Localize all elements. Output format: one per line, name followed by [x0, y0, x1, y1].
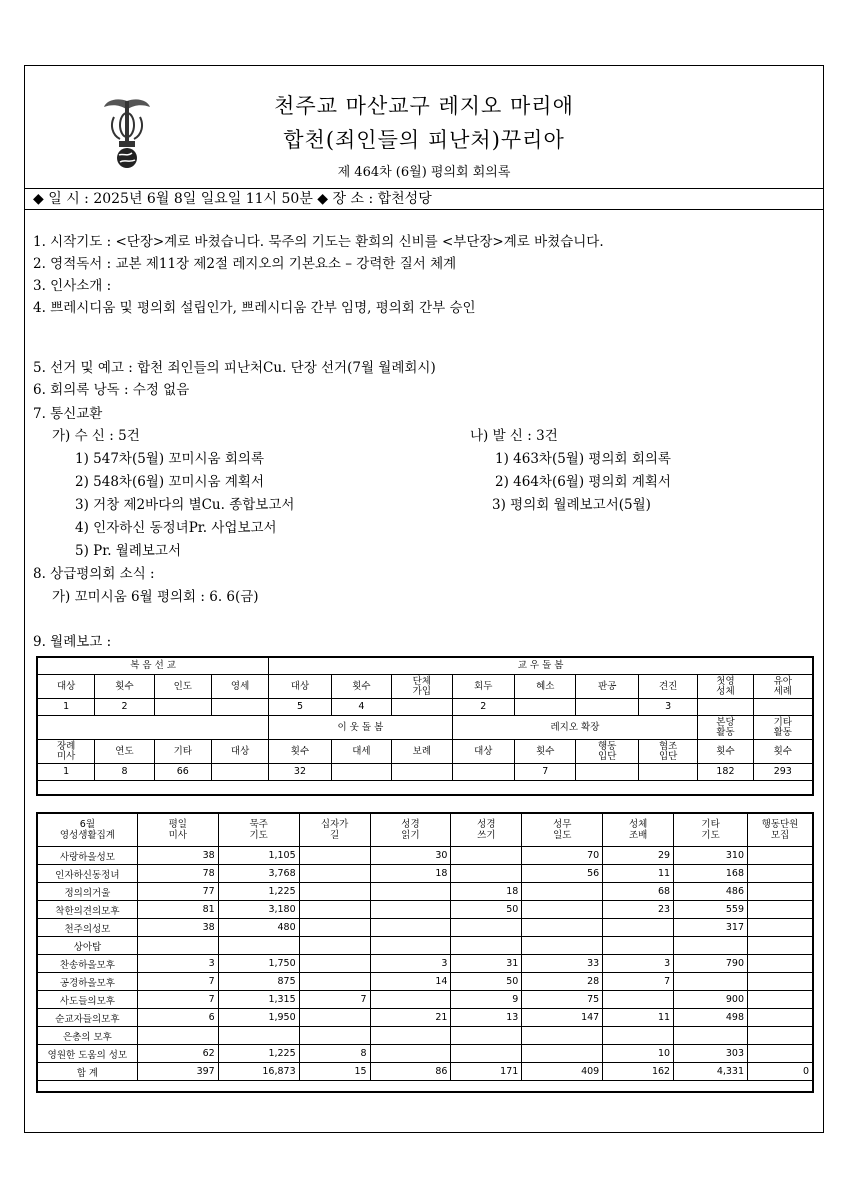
spiritual-value-cell	[299, 865, 370, 883]
monthly-value-cell	[211, 699, 268, 716]
praesidium-name: 인자하신동정녀	[38, 865, 138, 883]
monthly-header-cell: 장례 미사	[38, 740, 95, 764]
table-row	[38, 1045, 813, 1063]
spiritual-value-cell: 171	[451, 1063, 522, 1081]
spiritual-value-cell	[748, 865, 813, 883]
spiritual-header-cell: 6월 영성생활집계	[38, 814, 138, 847]
monthly-value-cell: 182	[698, 764, 753, 781]
spiritual-value-cell	[451, 937, 522, 955]
spiritual-header-cell: 성경 쓰기	[451, 814, 522, 847]
spiritual-value-cell: 559	[674, 901, 748, 919]
spiritual-value-cell	[137, 937, 218, 955]
spiritual-value-cell: 3	[603, 955, 674, 973]
spiritual-value-cell	[218, 937, 299, 955]
sent-item: 1) 463차(5월) 평의회 회의록	[495, 451, 671, 467]
spiritual-value-cell: 900	[674, 991, 748, 1009]
item-approval: 4. 쁘레시디움 및 평의회 설립인가, 쁘레시디움 간부 임명, 평의회 간부 승인	[33, 300, 476, 316]
spiritual-value-cell: 480	[218, 919, 299, 937]
spiritual-value-cell: 303	[674, 1045, 748, 1063]
spiritual-value-cell: 78	[137, 865, 218, 883]
praesidium-name: 찬송하올모후	[38, 955, 138, 973]
received-item: 4) 인자하신 동정녀Pr. 사업보고서	[75, 520, 277, 536]
monthly-value-row-1	[38, 699, 813, 716]
spiritual-value-cell	[451, 919, 522, 937]
received-title: 가) 수 신 : 5건	[52, 428, 140, 444]
spiritual-value-cell: 21	[370, 1009, 451, 1027]
spiritual-value-cell	[299, 955, 370, 973]
spiritual-value-cell	[674, 937, 748, 955]
spiritual-value-cell: 486	[674, 883, 748, 901]
monthly-header-cell: 대상	[38, 675, 95, 699]
monthly-header-row-1	[38, 675, 813, 699]
spiritual-value-cell: 1,750	[218, 955, 299, 973]
spiritual-value-cell: 23	[603, 901, 674, 919]
spiritual-value-cell	[603, 937, 674, 955]
sent-item: 3) 평의회 월례보고서(5월)	[492, 497, 651, 513]
praesidium-name: 천주의성모	[38, 919, 138, 937]
monthly-header-cell: 인도	[154, 675, 211, 699]
monthly-report-table	[37, 657, 813, 781]
monthly-value-cell	[154, 699, 211, 716]
spiritual-value-cell	[748, 973, 813, 991]
monthly-header-cell: 대상	[211, 740, 268, 764]
spiritual-value-cell	[522, 1027, 603, 1045]
spiritual-value-cell	[299, 1009, 370, 1027]
spiritual-value-cell: 875	[218, 973, 299, 991]
monthly-value-cell: 3	[638, 699, 697, 716]
spiritual-value-cell: 70	[522, 847, 603, 865]
monthly-header-cell: 횟수	[515, 740, 576, 764]
group-evangelization: 복 음 선 교	[38, 658, 269, 675]
praesidium-name: 은총의 모후	[38, 1027, 138, 1045]
monthly-header-cell: 횟수	[753, 740, 812, 764]
spiritual-value-cell	[748, 991, 813, 1009]
spiritual-value-cell: 28	[522, 973, 603, 991]
monthly-value-cell	[452, 764, 515, 781]
spiritual-value-cell: 11	[603, 865, 674, 883]
spiritual-header-row	[38, 814, 813, 847]
table-row	[38, 883, 813, 901]
monthly-header-row-2	[38, 740, 813, 764]
monthly-value-cell: 7	[515, 764, 576, 781]
spiritual-value-cell: 1,950	[218, 1009, 299, 1027]
monthly-value-cell	[392, 699, 452, 716]
spiritual-value-cell: 7	[137, 973, 218, 991]
spiritual-value-cell	[748, 937, 813, 955]
monthly-header-cell: 견진	[638, 675, 697, 699]
spiritual-value-cell	[748, 1027, 813, 1045]
spiritual-value-cell: 10	[603, 1045, 674, 1063]
monthly-value-cell	[211, 764, 268, 781]
item-communication: 7. 통신교환	[33, 406, 103, 422]
title-meeting: 제 464차 (6월) 평의회 회의록	[337, 165, 511, 180]
monthly-header-cell: 횟수	[269, 740, 332, 764]
spiritual-header-cell: 십자가 길	[299, 814, 370, 847]
received-item: 5) Pr. 월례보고서	[75, 543, 181, 559]
spiritual-value-cell: 50	[451, 973, 522, 991]
spiritual-value-cell: 9	[451, 991, 522, 1009]
monthly-value-cell: 66	[154, 764, 211, 781]
spiritual-value-cell: 38	[137, 919, 218, 937]
spiritual-value-cell	[370, 1027, 451, 1045]
title-curia: 합천(죄인들의 피난처)꾸리아	[283, 128, 565, 152]
spiritual-value-cell	[748, 955, 813, 973]
monthly-value-cell: 4	[331, 699, 391, 716]
spiritual-value-cell	[522, 937, 603, 955]
monthly-value-cell: 293	[753, 764, 812, 781]
monthly-header-cell: 기타	[154, 740, 211, 764]
monthly-header-cell: 대세	[331, 740, 391, 764]
spiritual-value-cell	[299, 901, 370, 919]
spiritual-value-cell: 310	[674, 847, 748, 865]
item-higher-council: 8. 상급평의회 소식 :	[33, 566, 155, 582]
spiritual-value-cell: 33	[522, 955, 603, 973]
monthly-value-cell: 32	[269, 764, 332, 781]
group-blank	[38, 716, 269, 740]
group-neighbor-care: 이 웃 돌 봄	[269, 716, 452, 740]
monthly-value-cell	[331, 764, 391, 781]
spiritual-value-cell: 8	[299, 1045, 370, 1063]
spiritual-value-cell: 162	[603, 1063, 674, 1081]
spiritual-value-cell: 14	[370, 973, 451, 991]
spiritual-value-cell: 3,180	[218, 901, 299, 919]
spiritual-value-cell	[451, 847, 522, 865]
monthly-header-cell: 혜소	[515, 675, 576, 699]
received-item: 1) 547차(5월) 꼬미시움 회의록	[75, 451, 264, 467]
spiritual-value-cell: 77	[137, 883, 218, 901]
monthly-value-cell: 8	[95, 764, 154, 781]
monthly-value-row-2	[38, 764, 813, 781]
spiritual-total-row	[38, 1063, 813, 1081]
spiritual-value-cell	[370, 883, 451, 901]
spiritual-value-cell	[299, 847, 370, 865]
spiritual-value-cell: 11	[603, 1009, 674, 1027]
spiritual-value-cell: 86	[370, 1063, 451, 1081]
monthly-group-row-1	[38, 658, 813, 675]
spiritual-value-cell	[370, 1045, 451, 1063]
spiritual-value-cell: 29	[603, 847, 674, 865]
spiritual-value-cell: 56	[522, 865, 603, 883]
spiritual-value-cell: 409	[522, 1063, 603, 1081]
spiritual-value-cell: 317	[674, 919, 748, 937]
table-row	[38, 973, 813, 991]
praesidium-name: 공경하올모후	[38, 973, 138, 991]
praesidium-name: 상아탑	[38, 937, 138, 955]
meeting-info-bar: ◆ 일 시 : 2025년 6월 8일 일요일 11시 50분 ◆ 장 소 : 합천성당	[25, 188, 823, 210]
spiritual-header-cell: 성체 조배	[603, 814, 674, 847]
spiritual-value-cell	[299, 937, 370, 955]
spiritual-value-cell: 3	[370, 955, 451, 973]
item-introduction: 3. 인사소개 :	[33, 278, 112, 294]
monthly-value-cell: 2	[95, 699, 154, 716]
spiritual-value-cell: 3	[137, 955, 218, 973]
table-row	[38, 847, 813, 865]
spiritual-value-cell	[218, 1027, 299, 1045]
spiritual-value-cell: 3,768	[218, 865, 299, 883]
monthly-value-cell	[392, 764, 452, 781]
monthly-header-cell: 판공	[576, 675, 639, 699]
spiritual-value-cell: 18	[370, 865, 451, 883]
spiritual-value-cell	[748, 919, 813, 937]
spiritual-value-cell	[522, 1045, 603, 1063]
monthly-header-cell: 첫영 성체	[698, 675, 753, 699]
monthly-value-cell	[638, 764, 697, 781]
spiritual-value-cell	[370, 937, 451, 955]
spiritual-value-cell: 50	[451, 901, 522, 919]
table-row	[38, 937, 813, 955]
monthly-value-cell	[576, 699, 639, 716]
table-row	[38, 955, 813, 973]
spiritual-value-cell: 1,315	[218, 991, 299, 1009]
monthly-header-cell: 횟수	[698, 740, 753, 764]
spiritual-value-cell	[370, 901, 451, 919]
spiritual-header-cell: 평일 미사	[137, 814, 218, 847]
praesidium-name: 영원한 도움의 성모	[38, 1045, 138, 1063]
praesidium-name: 순교자들의모후	[38, 1009, 138, 1027]
item-minutes-reading: 6. 회의록 낭독 : 수정 없음	[33, 382, 190, 398]
monthly-value-cell	[576, 764, 639, 781]
praesidium-name: 착한의견의모후	[38, 901, 138, 919]
spiritual-value-cell: 498	[674, 1009, 748, 1027]
spiritual-value-cell: 7	[299, 991, 370, 1009]
spiritual-value-cell	[451, 865, 522, 883]
spiritual-header-cell: 성무 일도	[522, 814, 603, 847]
spiritual-value-cell: 1,105	[218, 847, 299, 865]
spiritual-value-cell	[299, 1027, 370, 1045]
spiritual-value-cell	[748, 883, 813, 901]
group-legion-expansion: 레지오 확장	[452, 716, 698, 740]
spiritual-value-cell: 1,225	[218, 883, 299, 901]
spiritual-value-cell: 6	[137, 1009, 218, 1027]
praesidium-name: 사도들의모후	[38, 991, 138, 1009]
praesidium-name: 합 계	[38, 1063, 138, 1081]
spiritual-value-cell: 7	[137, 991, 218, 1009]
spiritual-value-cell: 75	[522, 991, 603, 1009]
monthly-header-cell: 유아 세례	[753, 675, 812, 699]
monthly-header-cell: 협조 입단	[638, 740, 697, 764]
spiritual-value-cell	[674, 973, 748, 991]
monthly-header-cell: 행동 입단	[576, 740, 639, 764]
monthly-value-cell	[698, 699, 753, 716]
item-opening-prayer: 1. 시작기도 : <단장>계로 바쳤습니다. 묵주의 기도는 환희의 신비를 <부단장>계로 바쳤습니다.	[33, 234, 604, 250]
spiritual-header-cell: 성경 읽기	[370, 814, 451, 847]
spiritual-value-cell: 397	[137, 1063, 218, 1081]
spiritual-value-cell: 16,873	[218, 1063, 299, 1081]
spiritual-value-cell	[522, 883, 603, 901]
spiritual-value-cell	[370, 991, 451, 1009]
monthly-header-cell: 대상	[452, 740, 515, 764]
table-row	[38, 865, 813, 883]
monthly-header-cell: 횟수	[95, 675, 154, 699]
spiritual-value-cell	[370, 919, 451, 937]
spiritual-value-cell: 38	[137, 847, 218, 865]
spiritual-value-cell	[748, 1045, 813, 1063]
spiritual-value-cell	[299, 919, 370, 937]
spiritual-value-cell: 31	[451, 955, 522, 973]
item-election: 5. 선거 및 예고 : 합천 죄인들의 피난처Cu. 단장 선거(7월 월례회시)	[33, 360, 436, 376]
monthly-group-row-2	[38, 716, 813, 740]
praesidium-name: 정의의거울	[38, 883, 138, 901]
spiritual-value-cell	[748, 901, 813, 919]
monthly-value-cell	[753, 699, 812, 716]
spiritual-value-cell: 168	[674, 865, 748, 883]
monthly-value-cell	[515, 699, 576, 716]
table-row	[38, 1009, 813, 1027]
received-item: 3) 거창 제2바다의 별Cu. 종합보고서	[75, 497, 295, 513]
spiritual-value-cell: 0	[748, 1063, 813, 1081]
title-diocese: 천주교 마산교구 레지오 마리애	[274, 94, 574, 118]
spiritual-value-cell: 13	[451, 1009, 522, 1027]
item-monthly-report: 9. 월례보고 :	[33, 634, 112, 650]
spiritual-header-cell: 묵주 기도	[218, 814, 299, 847]
higher-council-news: 가) 꼬미시움 6월 평의회 : 6. 6(금)	[52, 589, 259, 605]
spiritual-value-cell	[748, 847, 813, 865]
spiritual-value-cell	[603, 991, 674, 1009]
table-row	[38, 1027, 813, 1045]
monthly-value-cell: 1	[38, 764, 95, 781]
monthly-header-cell: 회두	[452, 675, 515, 699]
item-spiritual-reading: 2. 영적독서 : 교본 제11장 제2절 레지오의 기본요소 – 강력한 질서 체계	[33, 256, 457, 272]
spiritual-value-cell	[603, 919, 674, 937]
spiritual-value-cell: 7	[603, 973, 674, 991]
spiritual-value-cell: 1,225	[218, 1045, 299, 1063]
monthly-header-cell: 대상	[269, 675, 332, 699]
spiritual-value-cell	[299, 973, 370, 991]
sent-title: 나) 발 신 : 3건	[470, 428, 558, 444]
spiritual-value-cell	[674, 1027, 748, 1045]
sent-item: 2) 464차(6월) 평의회 계획서	[495, 474, 671, 490]
monthly-value-cell: 5	[269, 699, 332, 716]
spiritual-value-cell	[748, 1009, 813, 1027]
group-parishioner-care: 교 우 돌 봄	[269, 658, 813, 675]
monthly-value-cell: 1	[38, 699, 95, 716]
spiritual-value-cell: 15	[299, 1063, 370, 1081]
spiritual-value-cell: 62	[137, 1045, 218, 1063]
spiritual-value-cell: 81	[137, 901, 218, 919]
spiritual-value-cell	[522, 919, 603, 937]
spiritual-value-cell	[451, 1045, 522, 1063]
spiritual-header-cell: 기타 기도	[674, 814, 748, 847]
spiritual-value-cell	[451, 1027, 522, 1045]
received-item: 2) 548차(6월) 꼬미시움 계획서	[75, 474, 264, 490]
spiritual-value-cell: 18	[451, 883, 522, 901]
spiritual-value-cell	[137, 1027, 218, 1045]
group-other-activity: 기타 활동	[753, 716, 812, 740]
spiritual-life-table	[37, 813, 813, 1081]
monthly-header-cell: 횟수	[331, 675, 391, 699]
praesidium-name: 사랑하올성모	[38, 847, 138, 865]
table-row	[38, 991, 813, 1009]
spiritual-value-cell	[603, 1027, 674, 1045]
spiritual-header-cell: 행동단원 모집	[748, 814, 813, 847]
group-parish-activity: 본당 활동	[698, 716, 753, 740]
monthly-header-cell: 연도	[95, 740, 154, 764]
table-row	[38, 901, 813, 919]
monthly-header-cell: 영세	[211, 675, 268, 699]
table-row	[38, 919, 813, 937]
spiritual-value-cell: 4,331	[674, 1063, 748, 1081]
monthly-value-cell: 2	[452, 699, 515, 716]
spiritual-value-cell: 790	[674, 955, 748, 973]
monthly-header-cell: 단체 가입	[392, 675, 452, 699]
spiritual-value-cell	[522, 901, 603, 919]
monthly-header-cell: 보례	[392, 740, 452, 764]
spiritual-value-cell: 30	[370, 847, 451, 865]
spiritual-value-cell: 147	[522, 1009, 603, 1027]
spiritual-value-cell	[299, 883, 370, 901]
spiritual-value-cell: 68	[603, 883, 674, 901]
